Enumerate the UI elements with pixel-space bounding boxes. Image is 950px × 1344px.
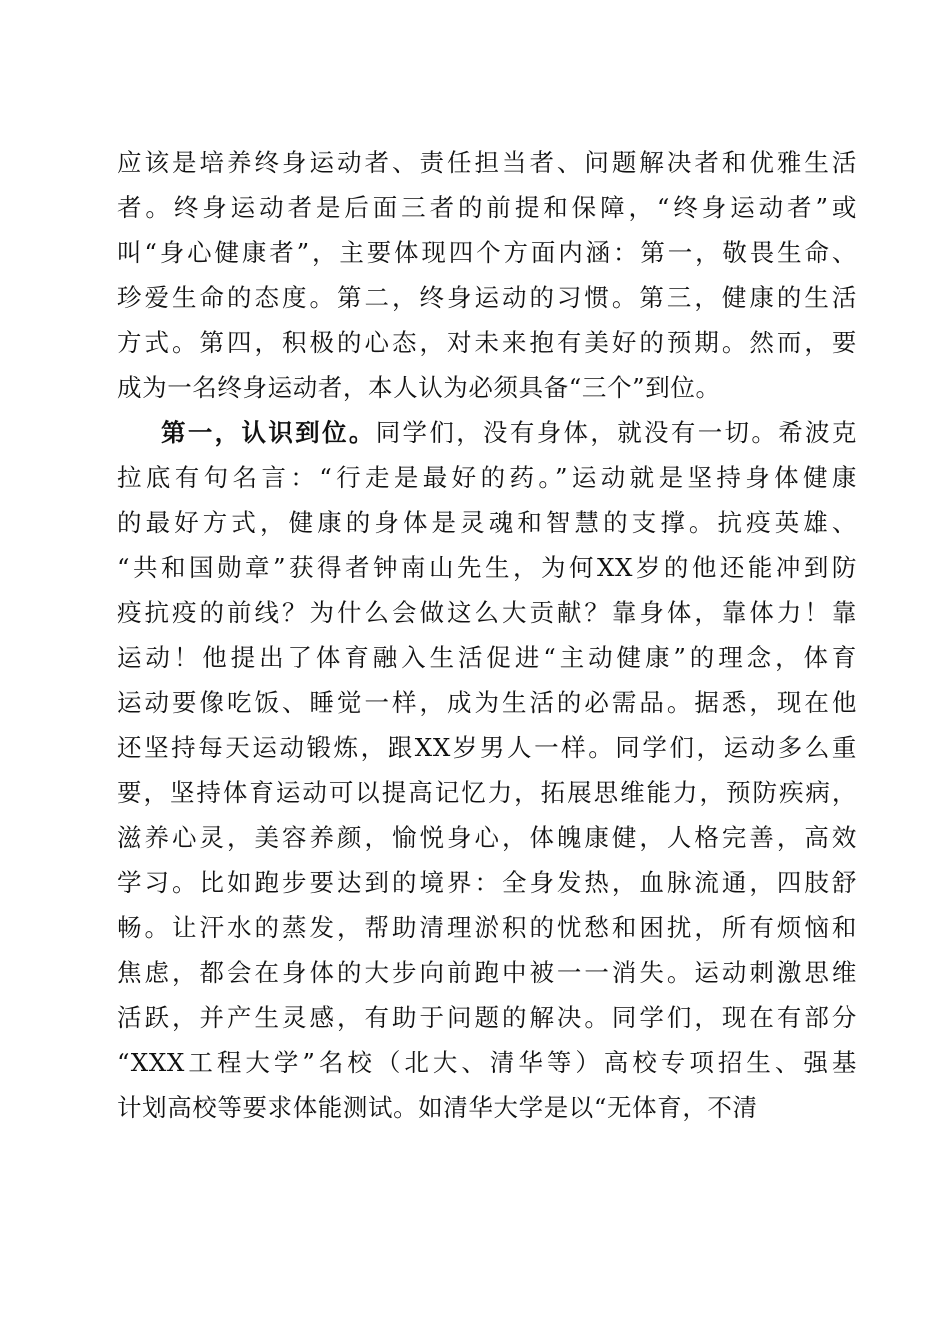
text-line: 成为一名终身运动者，本人认为必须具备“三个”到位。	[117, 373, 721, 402]
text-line: 滋养心灵，美容养颜，愉悦身心，体魄康健，人格完善，高效	[117, 823, 857, 852]
text-line: 叫“身心健康者”，主要体现四个方面内涵：第一，敬畏生命、	[117, 238, 857, 267]
text-line: 拉底有句名言：“行走是最好的药。”运动就是坚持身体健康	[117, 463, 857, 492]
text-line: 活跃，并产生灵感，有助于问题的解决。同学们，现在有部分	[117, 1003, 857, 1032]
text-line: 珍爱生命的态度。第二，终身运动的习惯。第三，健康的生活	[117, 283, 857, 312]
text-line: 要，坚持体育运动可以提高记忆力，拓展思维能力，预防疾病，	[117, 778, 857, 807]
text-line: 疫抗疫的前线？为什么会做这么大贡献？靠身体，靠体力！靠	[117, 598, 857, 627]
text-line: 计划高校等要求体能测试。如清华大学是以“无体育，不清	[117, 1093, 758, 1122]
text-line: 运动！他提出了体育融入生活促进“主动健康”的理念，体育	[117, 643, 857, 672]
text-line: “XXX工程大学”名校（北大、清华等）高校专项招生、强基	[117, 1048, 857, 1077]
paragraph-first-line-text: 同学们，没有身体，就没有一切。希波克	[375, 418, 857, 447]
body-text	[117, 140, 857, 1130]
text-line: 运动要像吃饭、睡觉一样，成为生活的必需品。据悉，现在他	[117, 688, 857, 717]
text-line: 应该是培养终身运动者、责任担当者、问题解决者和优雅生活	[117, 148, 857, 177]
text-line: “共和国勋章”获得者钟南山先生，为何XX岁的他还能冲到防	[117, 553, 857, 582]
text-line: 者。终身运动者是后面三者的前提和保障，“终身运动者”或	[117, 193, 857, 222]
text-line: 方式。第四，积极的心态，对未来抱有美好的预期。然而，要	[117, 328, 857, 357]
text-line: 学习。比如跑步要达到的境界：全身发热，血脉流通，四肢舒	[117, 868, 857, 897]
text-line: 的最好方式，健康的身体是灵魂和智慧的支撑。抗疫英雄、	[117, 508, 857, 537]
paragraph-heading: 第一，认识到位。	[161, 418, 376, 447]
text-line: 畅。让汗水的蒸发，帮助清理淤积的忧愁和困扰，所有烦恼和	[117, 913, 857, 942]
paragraph-first-line	[117, 410, 857, 455]
text-line: 还坚持每天运动锻炼，跟XX岁男人一样。同学们，运动多么重	[117, 733, 857, 762]
text-line: 焦虑，都会在身体的大步向前跑中被一一消失。运动刺激思维	[117, 958, 857, 987]
